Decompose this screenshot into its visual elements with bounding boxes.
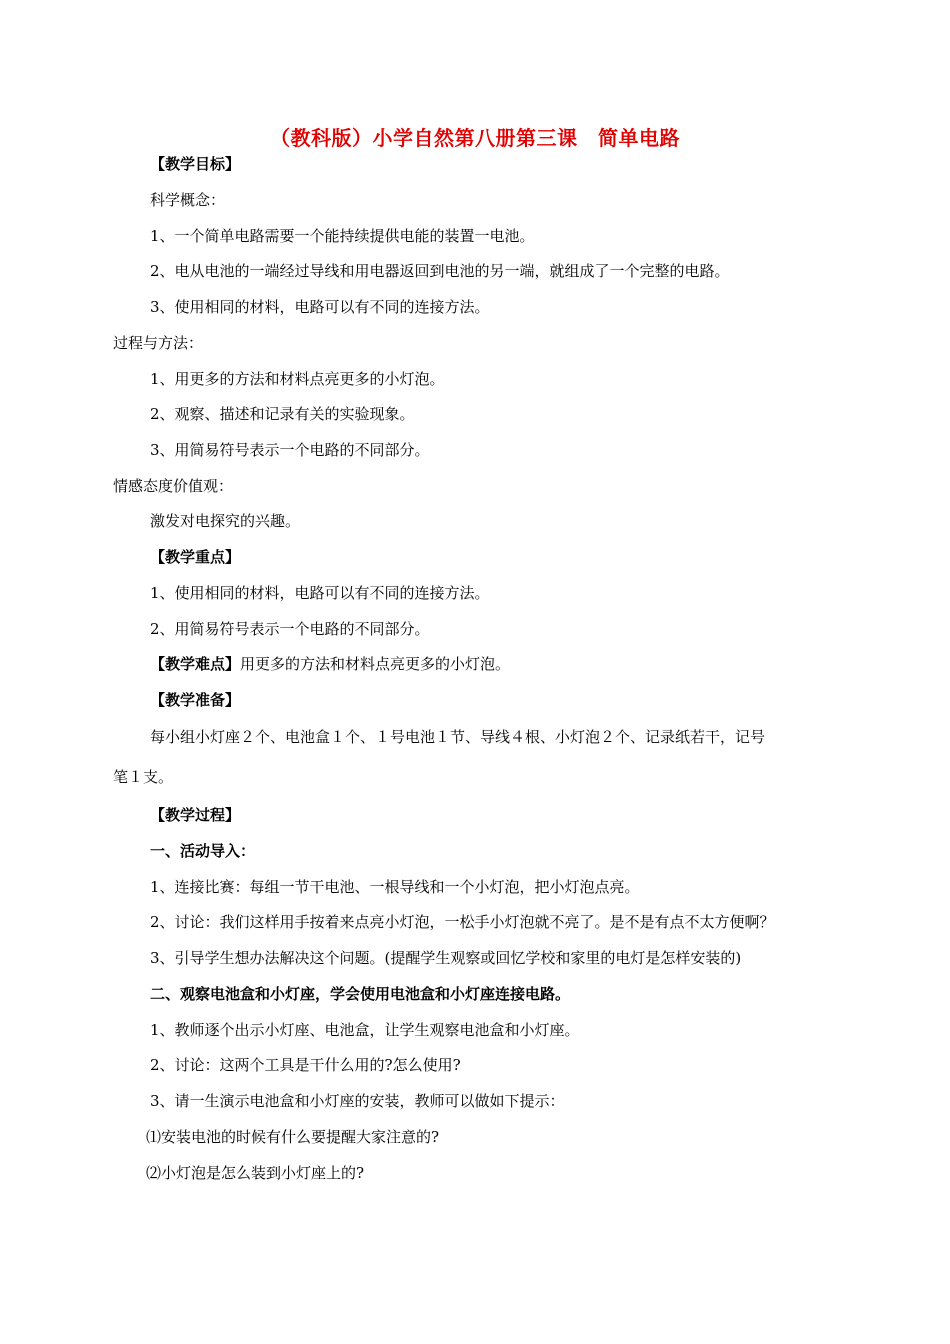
paragraph-line: 2、讨论：这两个工具是干什么用的?怎么使用?: [150, 1056, 461, 1074]
paragraph-line: 每小组小灯座２个、电池盒１个、１号电池１节、导线４根、小灯泡２个、记录纸若干，记号: [150, 728, 766, 746]
subsection-heading: 二、观察电池盒和小灯座，学会使用电池盒和小灯座连接电路。: [150, 985, 571, 1003]
paragraph-line: 2、观察、描述和记录有关的实验现象。: [150, 405, 415, 423]
paragraph-line: 1、连接比赛：每组一节干电池、一根导线和一个小灯泡，把小灯泡点亮。: [150, 878, 640, 896]
paragraph-line: 笔１支。: [113, 768, 174, 786]
difficulty-text: 用更多的方法和材料点亮更多的小灯泡。: [240, 655, 511, 673]
paragraph-line: 2、用简易符号表示一个电路的不同部分。: [150, 620, 430, 638]
paragraph-line: 科学概念：: [150, 191, 226, 209]
paragraph-line: ⑵小灯泡是怎么装到小灯座上的?: [146, 1164, 365, 1182]
page-title: （教科版）小学自然第八册第三课 简单电路: [270, 126, 680, 150]
paragraph-line: 3、请一生演示电池盒和小灯座的安装，教师可以做如下提示：: [150, 1092, 565, 1110]
paragraph-line: 3、使用相同的材料，电路可以有不同的连接方法。: [150, 298, 490, 316]
paragraph-line: 2、讨论：我们这样用手按着来点亮小灯泡，一松手小灯泡就不亮了。是不是有点不太方便啊？: [150, 913, 775, 931]
paragraph-line: 1、使用相同的材料，电路可以有不同的连接方法。: [150, 584, 490, 602]
section-heading-difficulty: 【教学难点】: [150, 655, 241, 673]
section-heading-process: 【教学过程】: [150, 806, 241, 824]
section-heading-key-points: 【教学重点】: [150, 548, 241, 566]
paragraph-line: 过程与方法：: [113, 334, 204, 352]
paragraph-line-difficulty: [150, 654, 510, 674]
paragraph-line: 激发对电探究的兴趣。: [150, 512, 301, 530]
paragraph-line: ⑴安装电池的时候有什么要提醒大家注意的?: [146, 1128, 440, 1146]
subsection-heading: 一、活动导入：: [150, 842, 256, 860]
paragraph-line: 1、教师逐个出示小灯座、电池盒，让学生观察电池盒和小灯座。: [150, 1021, 580, 1039]
paragraph-line: 1、一个简单电路需要一个能持续提供电能的装置一电池。: [150, 227, 535, 245]
section-heading-objectives: 【教学目标】: [150, 155, 241, 173]
paragraph-line: 3、引导学生想办法解决这个问题。(提醒学生观察或回忆学校和家里的电灯是怎样安装的): [150, 949, 742, 967]
paragraph-line: 3、用简易符号表示一个电路的不同部分。: [150, 441, 430, 459]
paragraph-line: 2、电从电池的一端经过导线和用电器返回到电池的另一端，就组成了一个完整的电路。: [150, 262, 730, 280]
paragraph-line: 1、用更多的方法和材料点亮更多的小灯泡。: [150, 370, 445, 388]
paragraph-line: 情感态度价值观：: [113, 477, 234, 495]
section-heading-preparation: 【教学准备】: [150, 691, 241, 709]
